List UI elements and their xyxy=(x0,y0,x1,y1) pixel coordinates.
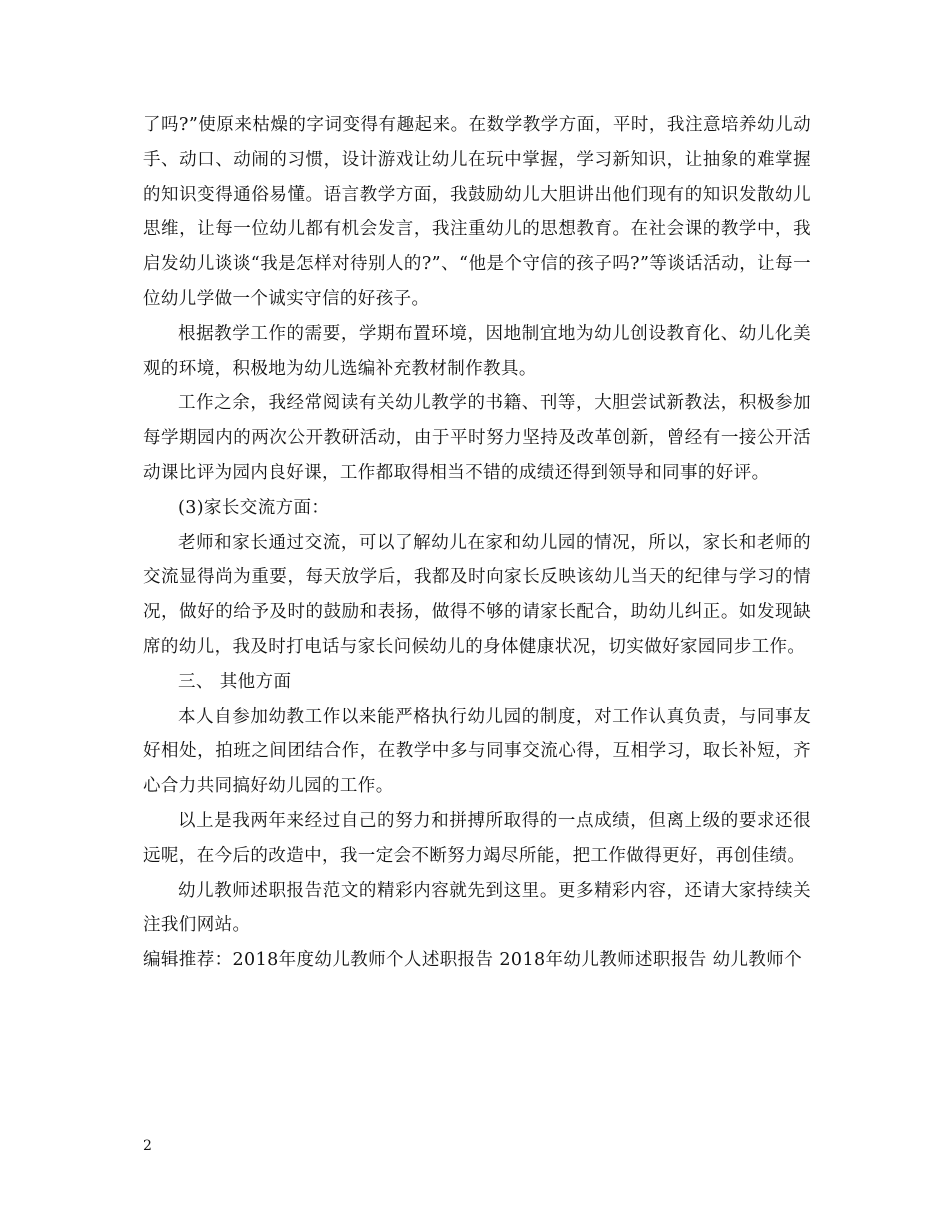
paragraph-teamwork: 本人自参加幼教工作以来能严格执行幼儿园的制度，对工作认真负责，与同事友好相处，拍班之间团结合作，在教学中多与同事交流心得，互相学习，取长补短，齐心合力共同搞好幼儿园的工作。 xyxy=(143,706,811,797)
editor-recommendation: 编辑推荐：2018年度幼儿教师个人述职报告 2018年幼儿教师述职报告 幼儿教师个 xyxy=(143,950,803,971)
paragraph-summary: 以上是我两年来经过自己的努力和拼搏所取得的一点成绩，但离上级的要求还很远呢，在今后的改造中，我一定会不断努力竭尽所能，把工作做得更好，再创佳绩。 xyxy=(143,810,811,866)
paragraph-study: 工作之余，我经常阅读有关幼儿教学的书籍、刊等，大胆尝试新教法，积极参加每学期园内的两次公开教研活动，由于平时努力坚持及改革创新，曾经有一接公开活动课比评为园内良好课，工作都取得相当不错的成绩还得到领导和同事的好评。 xyxy=(143,393,811,483)
section-heading-other: 三、 其他方面 xyxy=(178,671,292,692)
paragraph-continued: 了吗?”使原来枯燥的字词变得有趣起来。在数学教学方面，平时，我注意培养幼儿动手、动口、动闹的习惯，设计游戏让幼儿在玩中掌握，学习新知识，让抽象的难掌握的知识变得通俗易懂。语言教学方面，我鼓励幼儿大胆讲出他们现有的知识发散幼儿思维，让每一位幼儿都有机会发言，我注重幼儿的思想教育。在社会课的教学中，我启发幼儿谈谈“我是怎样对待别人的?”、“他是个守信的孩子吗?”等谈话活动，让每一位幼儿学做一个诚实守信的好孩子。 xyxy=(143,115,811,309)
section-heading-parent-communication: (3)家长交流方面： xyxy=(178,497,330,518)
paragraph-parent-communication: 老师和家长通过交流，可以了解幼儿在家和幼儿园的情况，所以，家长和老师的交流显得尚为重要，每天放学后，我都及时向家长反映该幼儿当天的纪律与学习的情况，做好的给予及时的鼓励和表扬，做得不够的请家长配合，助幼儿纠正。如发现缺席的幼儿，我及时打电话与家长问候幼儿的身体健康状况，切实做好家园同步工作。 xyxy=(143,532,811,657)
paragraph-environment: 根据教学工作的需要，学期布置环境，因地制宜地为幼儿创设教育化、幼儿化美观的环境，积极地为幼儿选编补充教材制作教具。 xyxy=(143,323,811,379)
paragraph-closing: 幼儿教师述职报告范文的精彩内容就先到这里。更多精彩内容，还请大家持续关注我们网站。 xyxy=(143,880,811,936)
document-body xyxy=(143,108,811,978)
page-number: 2 xyxy=(143,1138,152,1154)
